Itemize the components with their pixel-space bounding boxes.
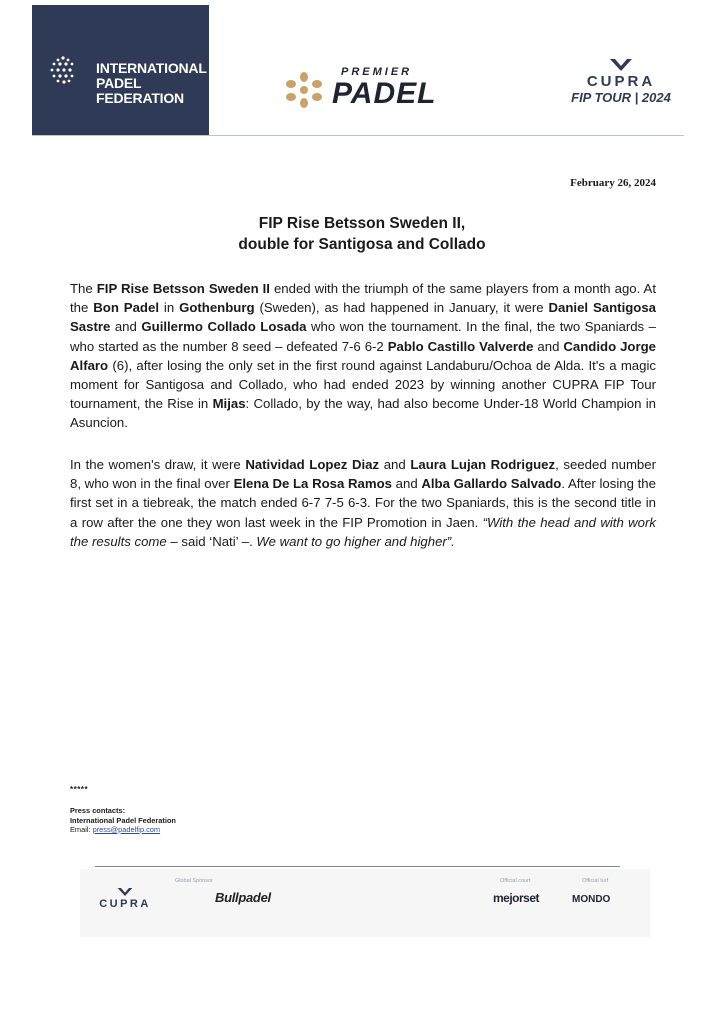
cupra-word: CUPRA <box>586 73 656 90</box>
paragraph-1-segment-12: and <box>533 338 564 354</box>
paragraph-1-segment-15: Mijas <box>212 396 246 412</box>
official-court-label: Official court <box>500 878 531 884</box>
ipf-line-3: FEDERATION <box>96 90 184 106</box>
paragraph-2-segment-8: . After losing the first set in a tiebreak, the match ended 6-7 7-5 6-3. For the two Spaniards, this is the second title in a row after the one they won last week in the FIP Promotion in Jaen. <box>70 476 656 530</box>
sponsor-band <box>80 869 650 937</box>
press-contacts <box>70 806 176 835</box>
section-separator: ***** <box>70 785 89 794</box>
paragraph-1-segment-16: : Collado, by the way, had also become Under-18 World Champion in Asuncion. <box>70 396 656 431</box>
premier-word: PREMIER <box>341 66 413 78</box>
paragraph-1-segment-8: and <box>110 319 142 335</box>
padel-word: PADEL <box>332 77 437 110</box>
paragraph-2-segment-0: In the women's draw, it were <box>70 457 246 472</box>
padel-ball-dots-icon <box>50 56 76 84</box>
paragraph-2-segment-2: and <box>379 457 411 472</box>
contact-email-row <box>70 825 176 835</box>
bullpadel-logo: Bullpadel <box>215 890 271 905</box>
paragraph-1-segment-5: Gothenburg <box>179 300 255 316</box>
body-paragraph-1 <box>70 279 656 433</box>
body-paragraph-2 <box>70 455 656 551</box>
paragraph-2-segment-9: “With the head and with work the results come <box>70 514 656 549</box>
paragraph-2-segment-6: and <box>391 476 422 492</box>
paragraph-1-segment-1: FIP Rise Betsson Sweden II <box>96 281 270 296</box>
paragraph-1-segment-0: The <box>70 281 97 296</box>
paragraph-1-segment-11: Pablo Castillo Valverde <box>387 338 534 354</box>
title-line-2: double for Santigosa and Collado <box>238 236 486 253</box>
paragraph-1-segment-3: Bon Padel <box>93 300 159 316</box>
paragraph-1-segment-6: (Sweden), as had happened in January, it were <box>254 300 549 316</box>
ipf-line-2: PADEL <box>96 75 142 91</box>
paragraph-2-segment-7: Alba Gallardo Salvado <box>421 476 562 492</box>
ipf-line-1: INTERNATIONAL <box>96 60 207 76</box>
contact-email-label: Email: <box>70 825 93 834</box>
paragraph-1-segment-7: Daniel Santigosa Sastre <box>70 300 657 335</box>
paragraph-1-segment-10: who won the tournament. In the final, the two Spaniards – who started as the number 8 seed – defeated 7-6 6-2 <box>70 319 656 354</box>
contact-email-link[interactable]: press@padelfip.com <box>92 825 161 834</box>
title-line-1: FIP Rise Betsson Sweden II, <box>258 215 466 232</box>
cupra-emblem-icon <box>117 887 133 897</box>
paragraph-2-segment-3: Laura Lujan Rodriguez <box>410 457 556 472</box>
cupra-sponsor-logo <box>92 887 158 910</box>
premier-padel-logo <box>281 66 481 116</box>
footer-divider <box>95 866 620 867</box>
paragraph-2-segment-1: Natividad Lopez Diaz <box>245 457 380 472</box>
press-release-date: February 26, 2024 <box>570 177 656 189</box>
press-release-title <box>62 213 662 255</box>
paragraph-2-segment-10: – said ‘Nati’ –. <box>166 533 257 549</box>
fip-tour-year: FIP TOUR | 2024 <box>571 90 671 105</box>
cupra-fip-tour-logo <box>566 58 676 118</box>
official-turf-label: Official turf <box>582 878 609 884</box>
mondo-logo: MONDO <box>572 894 611 905</box>
paragraph-2-segment-4: , seeded number 8, who won in the final over <box>70 457 656 492</box>
paragraph-2-segment-11: We want to go higher and higher”. <box>256 533 455 549</box>
premier-padel-flower-icon <box>281 70 327 110</box>
global-sponsor-label: Global Sponsor <box>175 878 213 884</box>
cupra-sponsor-word: CUPRA <box>99 898 151 910</box>
paragraph-1-segment-4: in <box>158 300 180 316</box>
ipf-wordmark <box>96 61 207 106</box>
contact-organization: International Padel Federation <box>70 815 176 825</box>
header-divider <box>32 135 684 136</box>
paragraph-1-segment-2: ended with the triumph of the same players from a month ago. At the <box>70 281 656 316</box>
mejorset-logo: mejorset <box>493 891 540 905</box>
cupra-emblem-icon <box>609 58 633 72</box>
paragraph-1-segment-9: Guillermo Collado Losada <box>141 319 307 335</box>
paragraph-1-segment-13: Candido Jorge Alfaro <box>70 338 656 373</box>
paragraph-2-segment-5: Elena De La Rosa Ramos <box>233 476 392 492</box>
contact-heading: Press contacts: <box>70 806 126 815</box>
paragraph-1-segment-14: (6), after losing the only set in the first round against Landaburu/Ochoa de Alda. It's a magic moment for Santigosa and Collado, who had ended 2023 by winning another CUPRA FIP Tour tournament, the Rise in <box>70 357 656 412</box>
ipf-logo-panel <box>32 5 209 135</box>
